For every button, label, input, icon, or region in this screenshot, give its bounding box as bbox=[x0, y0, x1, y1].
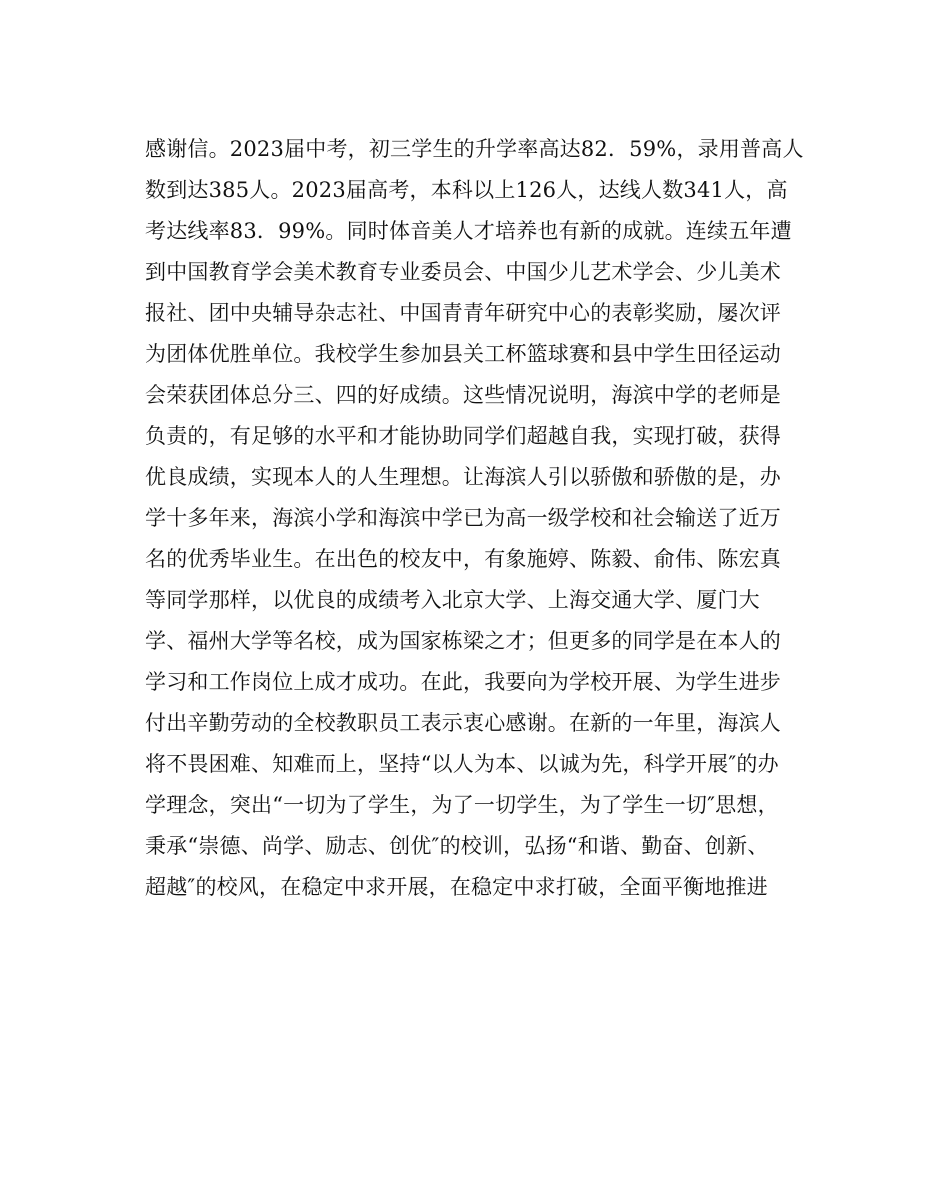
text-line: 学十多年来，海滨小学和海滨中学已为高一级学校和社会输送了近万 bbox=[145, 506, 781, 530]
text-line: 学、福州大学等名校，成为国家栋梁之才；但更多的同学是在本人的 bbox=[145, 629, 781, 653]
text-line: 为团体优胜单位。我校学生参加县关工杯篮球赛和县中学生田径运动 bbox=[145, 342, 781, 366]
text-line: 学习和工作岗位上成才成功。在此，我要向为学校开展、为学生进步 bbox=[145, 670, 781, 694]
text-line: 考达线率83．99%。同时体音美人才培养也有新的成就。连续五年遭 bbox=[145, 219, 792, 243]
body-text bbox=[145, 129, 825, 908]
text-line: 超越″的校风，在稳定中求开展，在稳定中求打破，全面平衡地推进 bbox=[145, 875, 768, 899]
text-line: 学理念，突出“一切为了学生，为了一切学生，为了学生一切″思想， bbox=[145, 793, 779, 817]
text-line: 到中国教育学会美术教育专业委员会、中国少儿艺术学会、少儿美术 bbox=[145, 260, 781, 284]
text-line: 将不畏困难、知难而上，坚持“以人为本、以诚为先，科学开展″的办 bbox=[145, 752, 779, 776]
text-line: 报社、团中央辅导杂志社、中国青青年研究中心的表彰奖励，屡次评 bbox=[145, 301, 781, 325]
text-line: 等同学那样，以优良的成绩考入北京大学、上海交通大学、厦门大 bbox=[145, 588, 760, 612]
text-line: 感谢信。2023届中考，初三学生的升学率高达82．59%，录用普高人 bbox=[145, 137, 804, 161]
text-line: 付出辛勤劳动的全校教职员工表示衷心感谢。在新的一年里，海滨人 bbox=[145, 711, 781, 735]
text-line: 数到达385人。2023届高考，本科以上126人，达线人数341人，高 bbox=[145, 178, 788, 202]
text-line: 名的优秀毕业生。在出色的校友中，有象施婷、陈毅、俞伟、陈宏真 bbox=[145, 547, 781, 571]
text-line: 优良成绩，实现本人的人生理想。让海滨人引以骄傲和骄傲的是，办 bbox=[145, 465, 781, 489]
text-line: 会荣获团体总分三、四的好成绩。这些情况说明，海滨中学的老师是 bbox=[145, 383, 781, 407]
text-line: 负责的，有足够的水平和才能协助同学们超越自我，实现打破，获得 bbox=[145, 424, 781, 448]
text-line: 秉承“崇德、尚学、励志、创优″的校训，弘扬“和谐、勤奋、创新、 bbox=[145, 834, 769, 858]
